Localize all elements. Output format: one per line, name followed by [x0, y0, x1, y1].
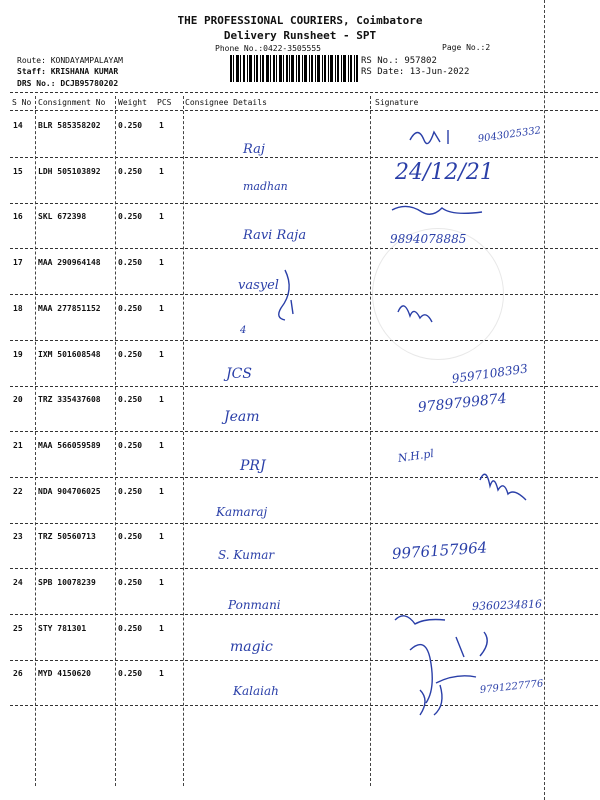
signature-handwriting: 9976157964 [391, 538, 488, 563]
row-weight: 0.250 [118, 166, 143, 176]
document-subtitle: Delivery Runsheet - SPT [223, 29, 377, 42]
row-consignment-no: IXM 501608548 [38, 349, 101, 359]
row-weight: 0.250 [118, 395, 143, 405]
row-sno: 21 [13, 440, 23, 450]
row-sno: 22 [13, 486, 23, 496]
rs-date: RS Date: 13-Jun-2022 [361, 67, 470, 77]
row-sno: 23 [13, 532, 23, 542]
consignee-handwriting: Raj [243, 142, 265, 157]
row-sno: 14 [13, 121, 23, 130]
signature-handwriting: 9894078885 [390, 232, 467, 246]
row-pcs: 1 [159, 258, 164, 268]
row-consignment-no: TRZ 50560713 [38, 532, 96, 542]
row-weight: 0.250 [118, 212, 143, 222]
phone-number: Phone No.:0422-3505555 [215, 44, 321, 53]
col-header-pcs: PCS [157, 98, 172, 107]
consignee-handwriting: S. Kumar [218, 548, 275, 562]
row-weight: 0.250 [118, 440, 143, 450]
row-pcs: 1 [159, 532, 164, 542]
row-pcs: 1 [159, 623, 164, 633]
page-number: Page No.:2 [442, 43, 491, 52]
col-header-signature: Signature [375, 98, 419, 107]
row-pcs: 1 [159, 486, 164, 496]
row-consignment-no: SKL 672398 [38, 212, 87, 222]
row-pcs: 1 [159, 166, 164, 176]
route-label: Route: KONDAYAMPALAYAM [17, 56, 123, 65]
row-pcs: 1 [159, 303, 164, 313]
signature-handwriting: 24/12/21 [395, 160, 494, 185]
signature-scribble [410, 130, 448, 144]
row-sno: 18 [13, 303, 23, 313]
row-consignment-no: SPB 10078239 [38, 578, 96, 587]
signature-scribble [480, 474, 526, 500]
signature-scribble [279, 270, 293, 320]
consignee-handwriting: JCS [226, 366, 252, 382]
col-header-sno: S No [12, 98, 32, 107]
col-header-consignment: Consignment No [38, 98, 106, 107]
signature-handwriting: N.H.pl [397, 447, 435, 465]
row-weight: 0.250 [118, 486, 143, 496]
row-pcs: 1 [159, 121, 164, 130]
signature-scribble [392, 206, 482, 214]
consignee-handwriting: magic [230, 639, 273, 655]
row-sno: 16 [13, 212, 23, 222]
col-header-consignee: Consignee Details [185, 98, 267, 107]
consignee-handwriting: Kalaiah [233, 684, 279, 698]
row-consignment-no: MAA 566059589 [38, 440, 101, 450]
row-weight: 0.250 [118, 258, 143, 268]
row-consignment-no: LDH 505103892 [38, 166, 101, 176]
row-pcs: 1 [159, 212, 164, 222]
row-sno: 26 [13, 669, 23, 679]
row-weight: 0.250 [118, 303, 143, 313]
consignee-handwriting: madhan [243, 180, 288, 193]
signature-handwriting: 9791227776 [479, 678, 544, 696]
row-consignment-no: STY 781301 [38, 623, 87, 633]
col-header-weight: Weight [118, 98, 147, 107]
row-weight: 0.250 [118, 623, 143, 633]
row-sno: 15 [13, 166, 23, 176]
row-consignment-no: BLR 585358202 [38, 121, 101, 130]
signature-scribble [398, 306, 432, 322]
row-consignment-no: MYD 4150620 [38, 669, 91, 679]
consignee-handwriting: vasyel [238, 278, 279, 293]
row-consignment-no: TRZ 335437608 [38, 395, 101, 405]
row-weight: 0.250 [118, 578, 143, 587]
row-weight: 0.250 [118, 349, 143, 359]
consignee-handwriting: PRJ [240, 458, 266, 474]
row-pcs: 1 [159, 440, 164, 450]
signature-handwriting: 9043025332 [477, 125, 542, 145]
document-title: THE PROFESSIONAL COURIERS, Coimbatore [177, 14, 423, 27]
row-weight: 0.250 [118, 669, 143, 679]
signature-handwriting: 9597108393 [451, 361, 529, 386]
row-sno: 24 [13, 578, 23, 587]
row-consignment-no: MAA 277851152 [38, 303, 101, 313]
row-weight: 0.250 [118, 121, 143, 130]
consignee-handwriting: Jeam [224, 409, 260, 425]
staff-label: Staff: KRISHANA KUMAR [17, 67, 119, 76]
row-pcs: 1 [159, 578, 164, 587]
row-sno: 20 [13, 395, 23, 405]
row-sno: 25 [13, 623, 23, 633]
row-sno: 19 [13, 349, 23, 359]
row-consignment-no: NDA 904706025 [38, 486, 101, 496]
row-pcs: 1 [159, 669, 164, 679]
signature-scribble [395, 616, 445, 624]
rs-number: RS No.: 957802 [361, 56, 437, 66]
signature-handwriting: 9360234816 [471, 597, 543, 613]
signature-handwriting: 9789799874 [417, 390, 508, 416]
row-sno: 17 [13, 258, 23, 268]
consignee-handwriting: Kamaraj [216, 505, 268, 519]
consignee-handwriting: 4 [240, 325, 247, 336]
row-weight: 0.250 [118, 532, 143, 542]
row-consignment-no: MAA 290964148 [38, 258, 101, 268]
consignee-handwriting: Ravi Raja [243, 228, 307, 243]
consignee-handwriting: Ponmani [228, 598, 281, 612]
row-pcs: 1 [159, 395, 164, 405]
row-pcs: 1 [159, 349, 164, 359]
drs-number: DRS No.: DCJB95780202 [17, 79, 119, 88]
